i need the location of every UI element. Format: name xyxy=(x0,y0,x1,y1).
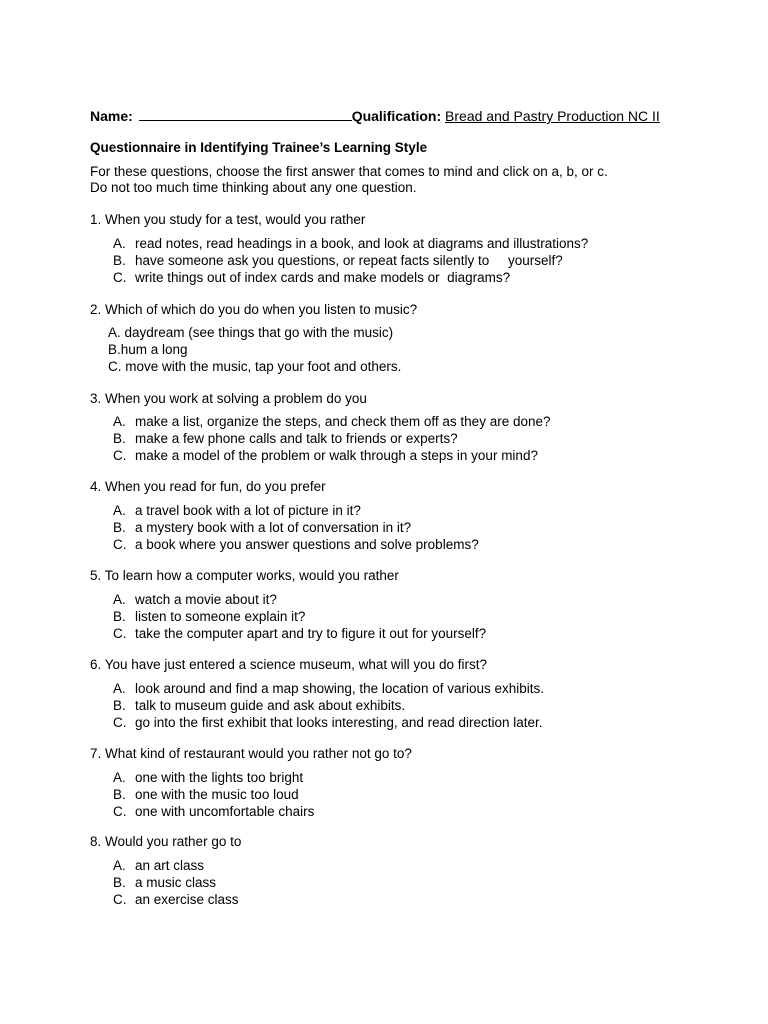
question-8: 8. Would you rather go to xyxy=(90,834,242,849)
option-text: make a model of the problem or walk through a steps in your mind? xyxy=(135,447,538,463)
option-label: B. xyxy=(113,786,126,802)
qualification-value: Bread and Pastry Production NC II xyxy=(445,108,660,124)
option-label: A. xyxy=(113,681,126,696)
option-text: watch a movie about it? xyxy=(135,592,277,607)
option-a xyxy=(113,236,588,253)
option-text: listen to someone explain it? xyxy=(135,608,306,624)
intro-text xyxy=(90,164,608,196)
question-3-options xyxy=(113,414,551,464)
intro-line: Do not too much time thinking about any one question. xyxy=(90,180,417,195)
option-text: one with uncomfortable chairs xyxy=(135,803,315,819)
question-5: 5. To learn how a computer works, would you rather xyxy=(90,568,399,583)
question-6: 6. You have just entered a science museum, what will you do first? xyxy=(90,657,487,672)
option-text: talk to museum guide and ask about exhibits. xyxy=(135,697,406,713)
option-a xyxy=(113,592,486,609)
option-label: B. xyxy=(113,874,126,890)
option-text: a book where you answer questions and solve problems? xyxy=(135,536,479,552)
option-c xyxy=(113,270,588,287)
option-text: make a few phone calls and talk to friends or experts? xyxy=(135,430,458,446)
option-label: A. xyxy=(113,592,126,607)
option-label: A. xyxy=(113,414,126,429)
option-a xyxy=(113,770,314,787)
option-c xyxy=(113,626,486,643)
question-7: 7. What kind of restaurant would you rather not go to? xyxy=(90,746,412,761)
intro-line: For these questions, choose the first answer that comes to mind and click on a, b, or c. xyxy=(90,164,608,179)
option-label: C. xyxy=(113,536,127,552)
option-c xyxy=(113,715,544,732)
option-b xyxy=(113,787,314,804)
header-line xyxy=(90,107,690,124)
option-label: A. xyxy=(113,236,126,251)
option-b xyxy=(113,875,239,892)
question-1: 1. When you study for a test, would you rather xyxy=(90,212,366,227)
question-1-options xyxy=(113,236,588,286)
option-label: A. xyxy=(113,503,126,518)
option-b xyxy=(113,609,486,626)
question-4-options xyxy=(113,503,479,553)
option-c xyxy=(113,892,239,909)
option-b xyxy=(113,253,588,270)
name-blank-line xyxy=(139,107,352,121)
page-title: Questionnaire in Identifying Trainee’s Learning Style xyxy=(90,140,428,155)
option-label: A. xyxy=(113,858,126,873)
option-text: a mystery book with a lot of conversation in it? xyxy=(135,519,412,535)
option-a xyxy=(113,503,479,520)
option-c xyxy=(113,448,551,465)
question-2-options xyxy=(108,325,401,375)
option-c xyxy=(113,804,314,821)
question-4: 4. When you read for fun, do you prefer xyxy=(90,479,326,494)
option-text: A. daydream (see things that go with the music) xyxy=(108,325,394,340)
option-text: read notes, read headings in a book, and look at diagrams and illustrations? xyxy=(135,236,589,251)
option-text: C. move with the music, tap your foot and others. xyxy=(108,358,402,374)
option-label: C. xyxy=(113,625,127,641)
option-b xyxy=(113,431,551,448)
option-text: write things out of index cards and make models or diagrams? xyxy=(135,269,511,285)
option-b xyxy=(113,698,544,715)
question-5-options xyxy=(113,592,486,642)
option-text: look around and find a map showing, the location of various exhibits. xyxy=(135,681,545,696)
option-text: B.hum a long xyxy=(108,341,188,357)
option-label: B. xyxy=(113,608,126,624)
option-label: B. xyxy=(113,430,126,446)
option-text: make a list, organize the steps, and check them off as they are done? xyxy=(135,414,551,429)
option-text: take the computer apart and try to figure it out for yourself? xyxy=(135,625,487,641)
option-label: B. xyxy=(113,252,126,268)
name-label: Name: xyxy=(90,108,133,124)
option-text: one with the music too loud xyxy=(135,786,299,802)
option-c xyxy=(108,359,401,376)
option-text: an exercise class xyxy=(135,891,239,907)
option-text: one with the lights too bright xyxy=(135,770,304,785)
option-a xyxy=(108,325,401,342)
question-6-options xyxy=(113,681,544,731)
option-text: go into the first exhibit that looks interesting, and read direction later. xyxy=(135,714,543,730)
option-label: C. xyxy=(113,447,127,463)
option-a xyxy=(113,858,239,875)
option-b xyxy=(108,342,401,359)
option-label: B. xyxy=(113,519,126,535)
option-c xyxy=(113,537,479,554)
question-7-options xyxy=(113,770,314,820)
option-text: have someone ask you questions, or repeat facts silently to yourself? xyxy=(135,252,563,268)
option-a xyxy=(113,414,551,431)
option-label: C. xyxy=(113,269,127,285)
option-text: a travel book with a lot of picture in it? xyxy=(135,503,361,518)
question-8-options xyxy=(113,858,239,908)
option-label: C. xyxy=(113,891,127,907)
option-label: A. xyxy=(113,770,126,785)
question-2: 2. Which of which do you do when you listen to music? xyxy=(90,302,418,317)
option-label: C. xyxy=(113,803,127,819)
option-label: C. xyxy=(113,714,127,730)
option-b xyxy=(113,520,479,537)
option-text: a music class xyxy=(135,874,217,890)
option-a xyxy=(113,681,544,698)
option-text: an art class xyxy=(135,858,205,873)
qualification-label: Qualification: xyxy=(351,108,442,124)
option-label: B. xyxy=(113,697,126,713)
question-3: 3. When you work at solving a problem do you xyxy=(90,391,367,406)
